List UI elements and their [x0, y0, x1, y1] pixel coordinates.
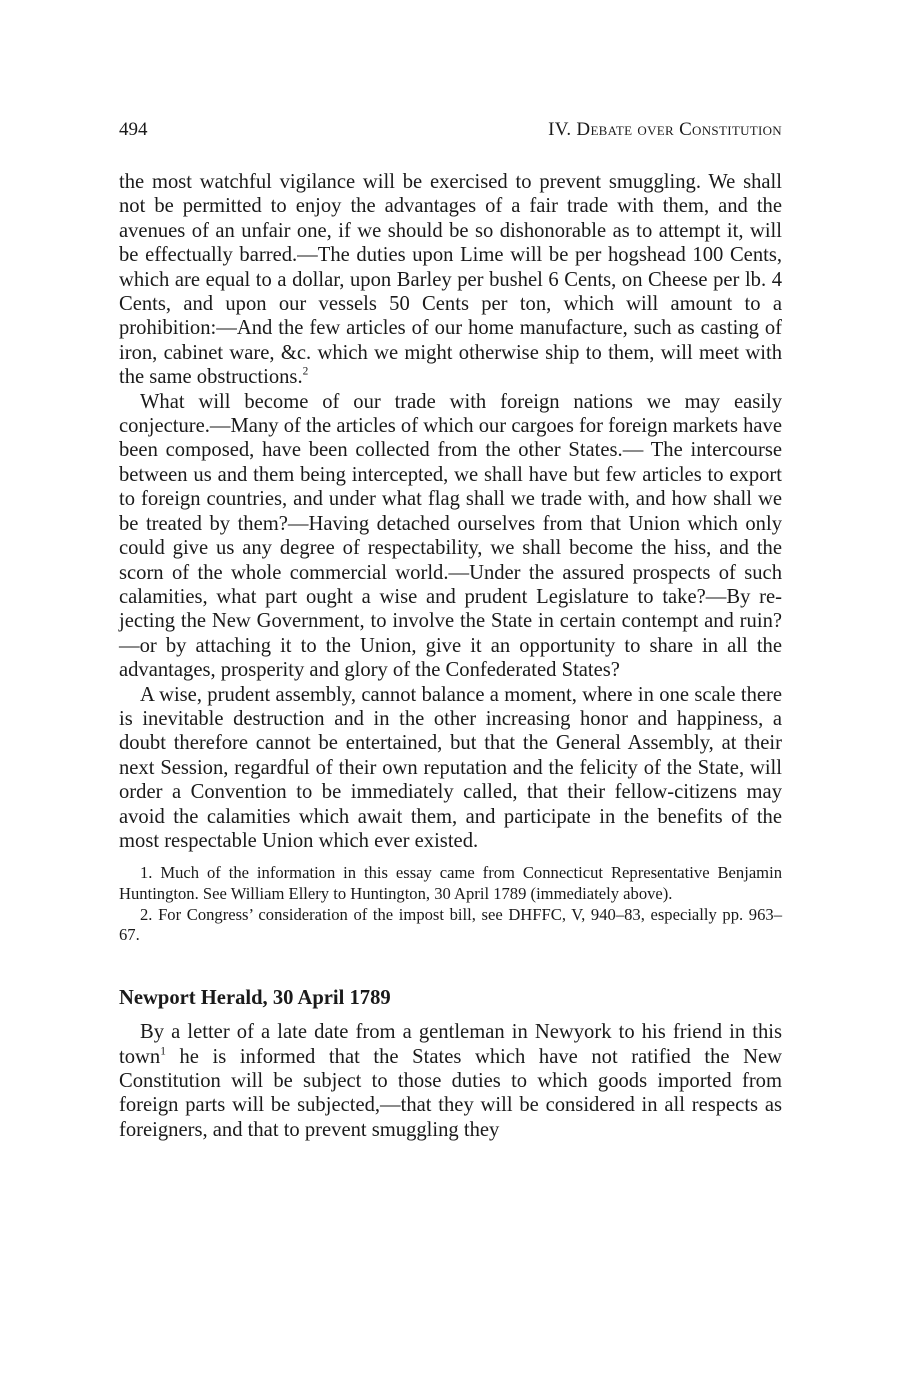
section-paragraph-1 [119, 1020, 782, 1142]
footnote-ref-1: 1 [160, 1045, 166, 1058]
page-number: 494 [119, 119, 148, 140]
running-title: IV. Debate over Constitution [548, 119, 782, 140]
footnote-1: 1. Much of the information in this essay came from Connecticut Representative Benjamin Huntington. See William Ellery to Huntington, 30 April 1789 (immediately above). [119, 863, 782, 903]
section-paragraph-1-text-b: he is informed that the States which have not ratified the New Constitution will be subject to those duties to which goods imported from foreign parts will be subjected,—that they will be considered in all respects as foreigners, and that to prevent smuggling they [119, 1045, 782, 1141]
section-heading: Newport Herald, 30 April 1789 [119, 986, 391, 1009]
essay-paragraph-3: A wise, prudent assembly, cannot balance a moment, where in one scale there is inevitable destruction and in the other increasing honor and happiness, a doubt therefore cannot be entertained, but that the General Assembly, at their next Session, regardful of their own reputation and the felicity of the State, will order a Convention to be immediately called, that their fellow-citizens may avoid the calamities which await them, and participate in the benefits of the most respectable Union which ever existed. [119, 683, 782, 852]
essay-paragraph-2: What will become of our trade with foreign nations we may easily conjecture.—Many of the articles of which our cargoes for foreign markets have been composed, have been collected from the other States.— The intercourse between us and them being intercepted, we shall have but few articles to export to foreign countries, and under what flag shall we trade with, and how shall we be treated by them?—Having detached ourselves from that Union which only could give us any degree of respectability, we shall become the hiss, and the scorn of the whole commercial world.—Under the assured prospects of such calamities, what part ought a wise and prudent Legislature to take?—By rejecting the New Government, to involve the State in certain contempt and ruin?—or by attaching it to the Union, give it an opportunity to share in all the advantages, prosperity and glory of the Confederated States? [119, 390, 782, 682]
running-head [119, 118, 782, 142]
essay-paragraph-1 [119, 170, 782, 390]
document-page [119, 118, 782, 1142]
footnotes [119, 863, 782, 945]
footnote-ref-2: 2 [302, 365, 309, 378]
section-body [119, 1020, 782, 1142]
section-paragraph-1-text-a: By a letter of a late date from a gentleman in Newyork to his friend in this town [119, 1021, 782, 1068]
essay-body [119, 170, 782, 853]
essay-paragraph-1-text: the most watchful vigilance will be exercised to prevent smuggling. We shall not be permitted to enjoy the advantages of a fair trade with them, and the avenues of an unfair one, if we should be so dishonorable as to attempt it, will be effectually barred.—The duties upon Lime will be per hogshead 100 Cents, which are equal to a dollar, upon Barley per bushel 6 Cents, on Cheese per lb. 4 Cents, and upon our vessels 50 Cents per ton, which will amount to a prohibition:—And the few articles of our home manufacture, such as casting of iron, cabinet ware, &c. which we might otherwise ship to them, will meet with the same obstructions. [119, 171, 782, 389]
footnote-2: 2. For Congress’ consideration of the impost bill, see DHFFC, V, 940–83, especially pp. 963–67. [119, 904, 782, 945]
